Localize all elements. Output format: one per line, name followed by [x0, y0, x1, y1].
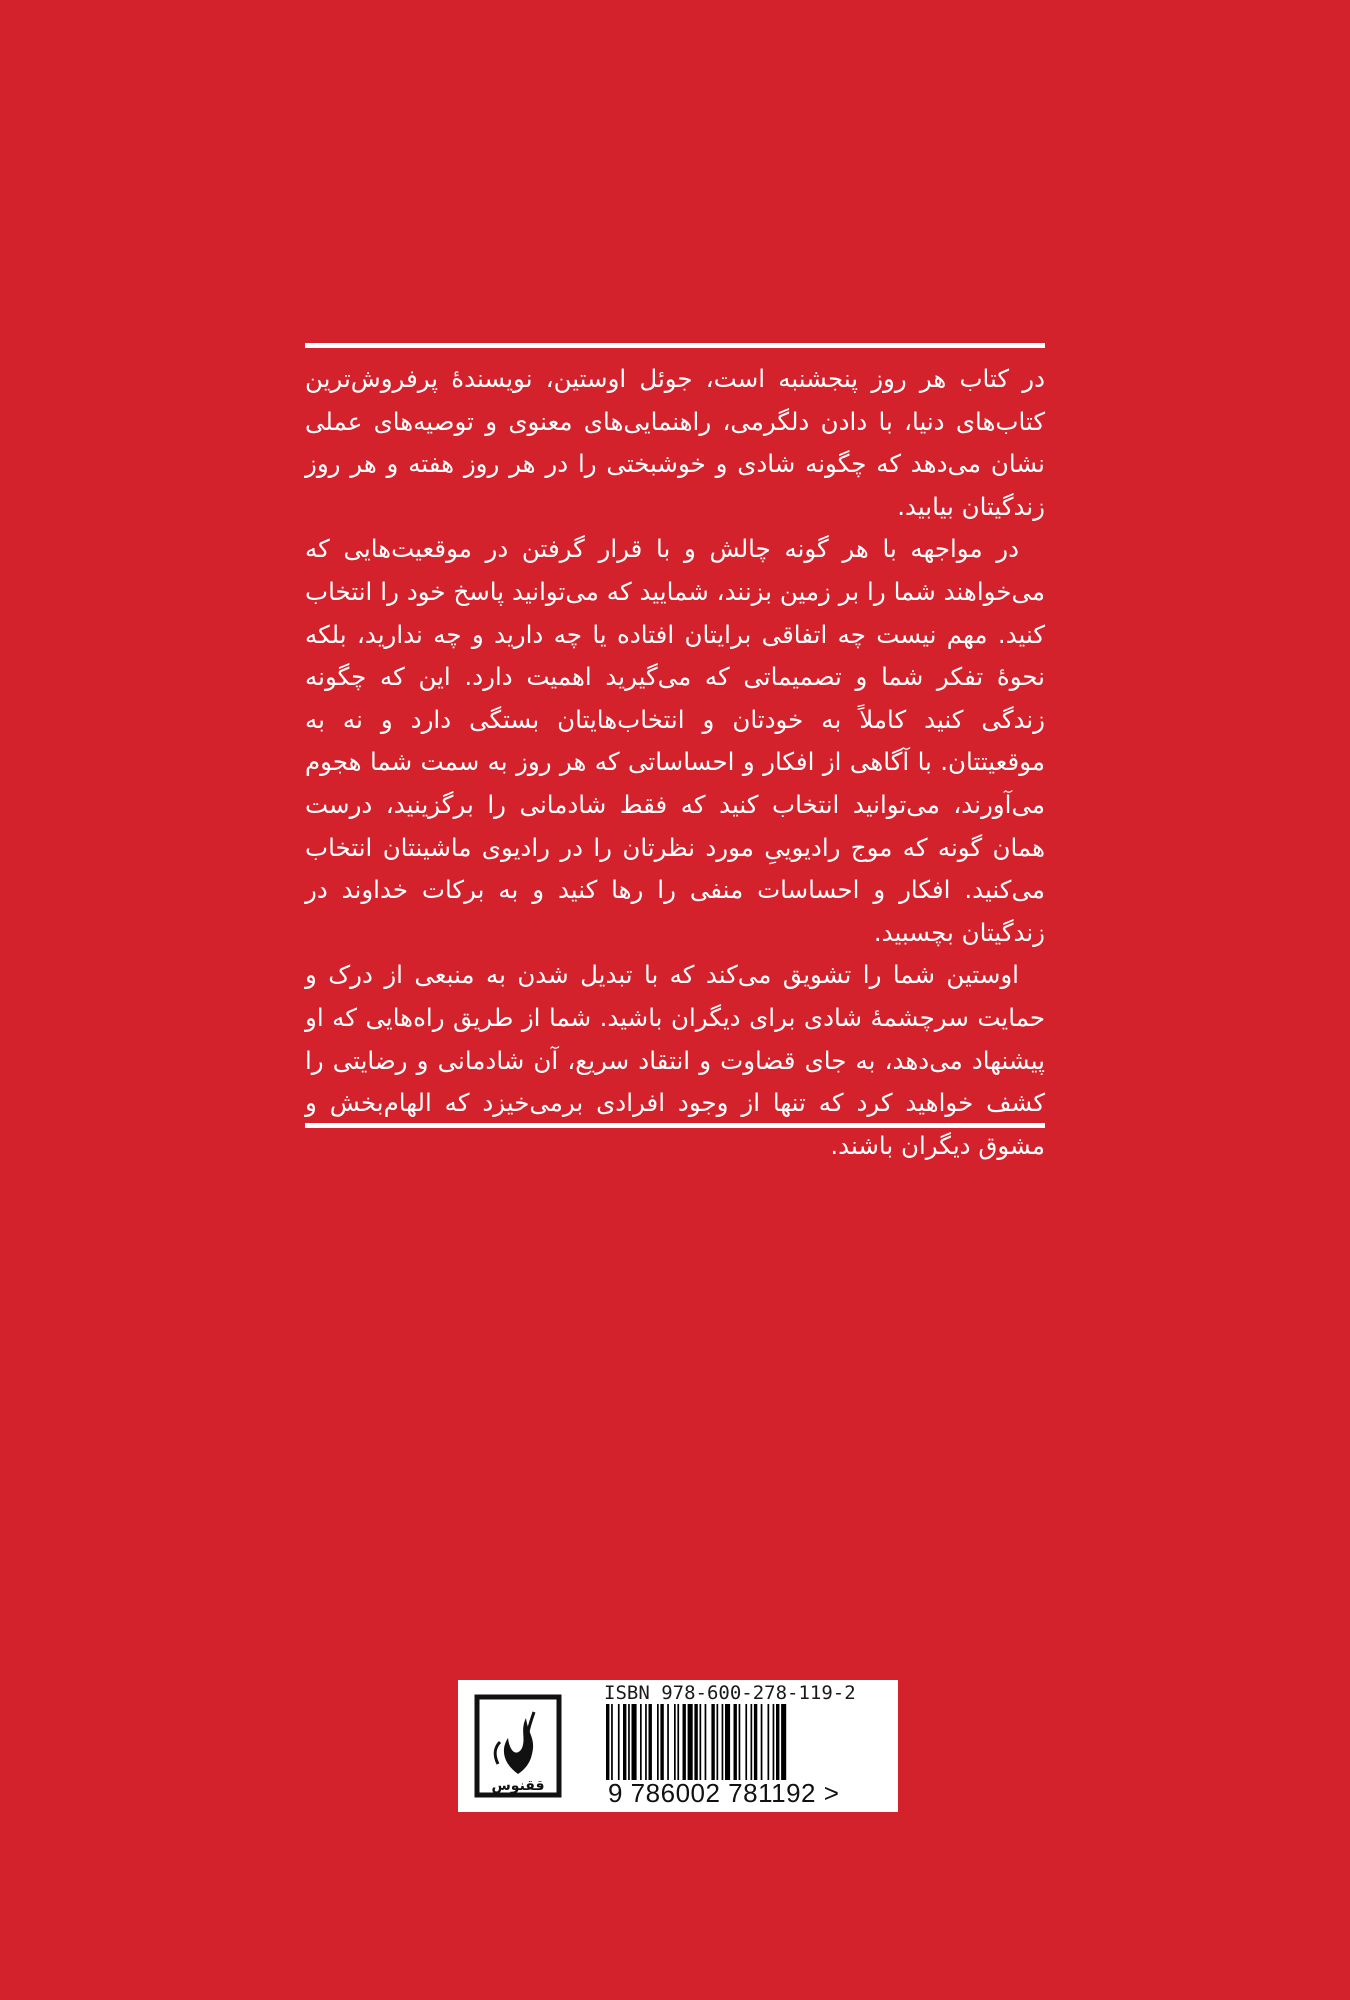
isbn-barcode-box: [458, 1680, 898, 1812]
blurb-paragraph-1: در کتاب هر روز پنجشنبه است، جوئل اوستین، نویسندهٔ پرفروش‌ترین کتاب‌های دنیا، با دادن دلگرمی، راهنمایی‌های معنوی و توصیه‌های عملی نشان می‌دهد که چگونه شادی و خوشبختی را در هر روز هفته و هر روز زندگیتان بیابید.: [305, 364, 1045, 521]
barcode-icon: [604, 1704, 886, 1780]
blurb-text: [305, 358, 1045, 1160]
bottom-rule: [305, 1123, 1045, 1128]
blurb-paragraph-2: در مواجهه با هر گونه چالش و با قرار گرفتن در موقعیت‌هایی که می‌خواهند شما را بر زمین بزنند، شمایید که می‌توانید پاسخ خود را انتخاب کنید. مهم نیست چه اتفاقی برایتان افتاده یا چه دارید و چه ندارید، بلکه نحوهٔ تفکر شما و تصمیماتی که می‌گیرید اهمیت دارد. این که چگونه زندگی کنید کاملاً به خودتان و انتخاب‌هایتان بستگی دارد و نه به موقعیتتان. با آگاهی از افکار و احساساتی که هر روز به سمت شما هجوم می‌آورند، می‌توانید انتخاب کنید که فقط شادمانی را برگزینید، درست همان گونه که موج رادیوییِ مورد نظرتان را در رادیوی ماشینتان انتخاب می‌کنید. افکار و احساسات منفی را رها کنید و به برکات خداوند در زندگیتان بچسبید.: [305, 534, 1045, 947]
top-rule: [305, 343, 1045, 348]
phoenix-logo-icon: [474, 1694, 562, 1798]
publisher-name: ققنوس: [491, 1778, 545, 1794]
isbn-label: ISBN 978-600-278-119-2: [604, 1682, 856, 1704]
barcode-digits: 9 786002 781192 >: [608, 1778, 840, 1808]
blurb-paragraph-3: اوستین شما را تشویق می‌کند که با تبدیل شدن به منبعی از درک و حمایت سرچشمهٔ شادی برای دیگران باشید. شما از طریق راه‌هایی که او پیشنهاد می‌دهد، به جای قضاوت و انتقاد سریع، آن شادمانی و رضایتی را کشف خواهید کرد که تنها از وجود افرادی برمی‌خیزد که الهام‌بخش و مشوق دیگران باشند.: [305, 960, 1045, 1160]
